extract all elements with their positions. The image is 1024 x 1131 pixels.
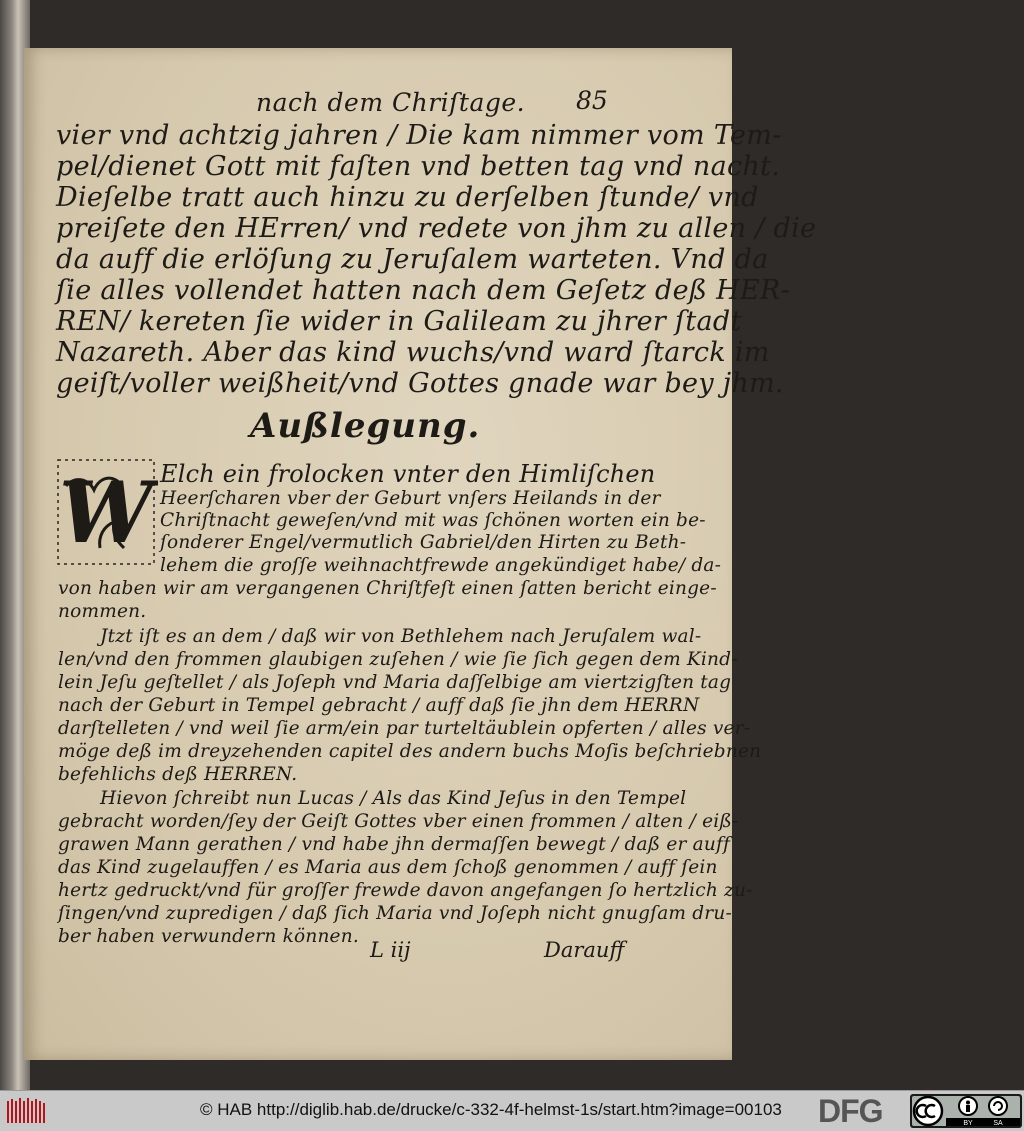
text-line: geiſt/voller weißheit/vnd Gottes gnade war bey jhm.	[56, 368, 784, 399]
text-line: Heerſcharen vber der Geburt vnſers Heilands in der	[160, 488, 661, 509]
text-line: Nazareth. Aber das kind wuchs/vnd ward ſtarck im	[56, 337, 770, 368]
text-line: vier vnd achtzig jahren / Die kam nimmer vom Tem-	[56, 120, 782, 151]
text-line: preiſete den HErren/ vnd redete von jhm zu allen / die	[56, 213, 817, 244]
footer-bar	[0, 1090, 1024, 1131]
text-line: darſtelleten / vnd weil ſie arm/ein par turteltäublein opferten / alles ver-	[58, 718, 751, 739]
page-number: 85	[576, 86, 608, 115]
text-line: möge deß im dreyzehenden capitel des andern buchs Moſis beſchriebnen	[58, 741, 762, 762]
catchword: Darauff	[544, 938, 625, 962]
text-line: befehlichs deß HERREN.	[58, 764, 298, 785]
text-line: hertz gedruckt/vnd für groſſer frewde davon angefangen ſo hertzlich zu-	[58, 880, 753, 901]
text-line: len/vnd den frommen glaubigen zuſehen / wie ſie ſich gegen dem Kind-	[58, 649, 738, 670]
text-line: Hievon ſchreibt nun Lucas / Als das Kind Jeſus in den Tempel	[100, 788, 687, 809]
text-line: ſingen/vnd zupredigen / daß ſich Maria vnd Joſeph nicht gnugſam dru-	[58, 903, 732, 924]
text-line: nach der Geburt in Tempel gebracht / auff daß ſie jhn dem HERRN	[58, 695, 700, 716]
text-line: ſonderer Engel/vermutlich Gabriel/den Hirten zu Beth-	[160, 532, 687, 553]
text-line: grawen Mann gerathen / vnd habe jhn dermaſſen bewegt / daß er auff	[58, 834, 731, 855]
text-line: Elch ein frolocken vnter den Himliſchen	[160, 460, 656, 488]
text-line: ſie alles vollendet hatten nach dem Geſetz deß HER-	[56, 275, 791, 306]
license-label-sa: SA	[993, 1120, 1003, 1127]
sa-icon	[989, 1097, 1007, 1115]
text-line: da auff die erlöſung zu Jeruſalem warteten. Vnd da	[56, 244, 769, 275]
text-line: REN/ kereten ſie wider in Galileam zu jhrer ſtadt	[56, 306, 742, 337]
text-line: Chriſtnacht geweſen/vnd mit was ſchönen worten ein be-	[160, 510, 706, 531]
section-heading: Außlegung.	[250, 406, 481, 446]
signature-mark: L iij	[370, 938, 411, 962]
book-page	[24, 48, 817, 1060]
text-line: Jtzt iſt es an dem / daß wir von Bethlehem nach Jeruſalem wal-	[100, 626, 702, 647]
license-label-by: BY	[963, 1120, 973, 1127]
running-head: nach dem Chriſtage.	[256, 88, 526, 117]
text-line: Dieſelbe tratt auch hinzu zu derſelben ſtunde/ vnd	[56, 182, 759, 213]
initial-letter: W	[58, 463, 154, 562]
text-line: ber haben verwundern können.	[58, 926, 359, 947]
text-line: lein Jeſu geſtellet / als Joſeph vnd Maria daſſelbige am viertzigſten tag	[58, 672, 732, 693]
cc-icon	[914, 1097, 942, 1125]
text-line: lehem die groſſe weihnachtfrewde angekündiget habe/ da-	[160, 555, 722, 576]
text-line: nommen.	[58, 601, 147, 622]
dfg-logo[interactable]: DFG	[818, 1093, 883, 1129]
text-line: das Kind zugelauffen / es Maria aus dem ſchoß genommen / auff ſein	[58, 857, 718, 878]
text-line: gebracht worden/ſey der Geiſt Gottes vber einen frommen / alten / eiß-	[58, 811, 739, 832]
by-icon	[959, 1097, 977, 1115]
permalink-text[interactable]: © HAB http://diglib.hab.de/drucke/c-332-4f-helmst-1s/start.htm?image=00103	[200, 1100, 782, 1119]
decorated-initial-w	[54, 456, 158, 568]
license-badge[interactable]	[910, 1094, 1022, 1128]
text-line: pel/dienet Gott mit faſten vnd betten tag vnd nacht.	[56, 151, 781, 182]
hab-logo-icon[interactable]	[4, 1095, 48, 1127]
text-line: von haben wir am vergangenen Chriſtfeſt einen ſatten bericht einge-	[58, 578, 717, 599]
